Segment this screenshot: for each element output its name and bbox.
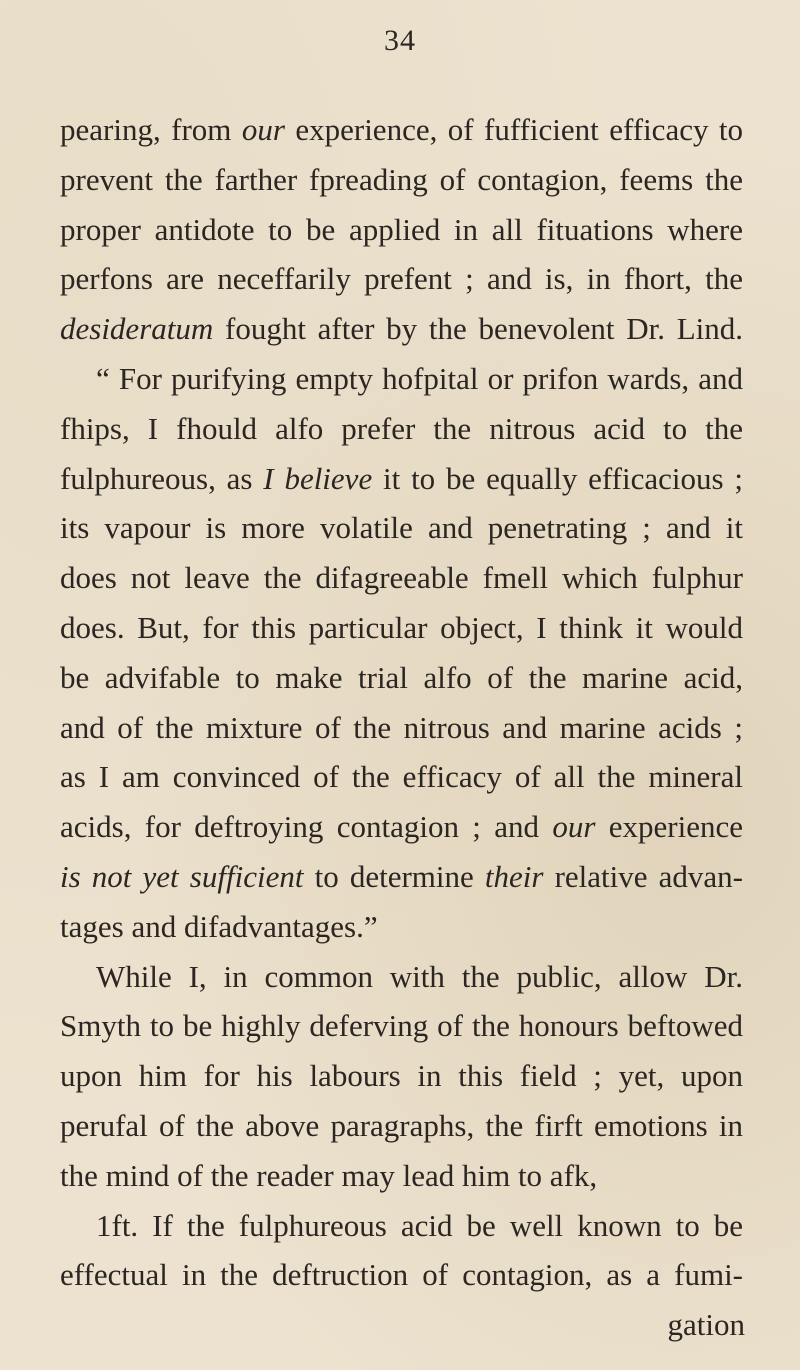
text-line: upon him for his labours in this field ; yet, upon — [60, 1058, 743, 1093]
text-line: fulphureous, as I believe it to be equally efficacious ; — [60, 461, 743, 496]
italic-text: our — [241, 112, 285, 147]
italic-text: desideratum — [60, 311, 214, 346]
text-line: tages and difadvantages.” — [60, 909, 378, 944]
text-line: effectual in the deftruction of contagion, as a fumi- — [60, 1257, 743, 1292]
text-line: proper antidote to be applied in all fituations where — [60, 212, 743, 247]
italic-text: their — [484, 859, 544, 894]
text-line: While I, in common with the public, allow Dr. — [96, 959, 743, 994]
text-line: “ For purifying empty hofpital or prifon wards, and — [96, 361, 743, 396]
text-line: 1ft. If the fulphureous acid be well known to be — [96, 1208, 743, 1243]
text-line: Smyth to be highly deferving of the honours beftowed — [60, 1008, 743, 1043]
text-line: pearing, from our experience, of fufficient efficacy to — [60, 112, 744, 147]
text-line: perufal of the above paragraphs, the firft emotions in — [60, 1108, 743, 1143]
text-line: and of the mixture of the nitrous and marine acids ; — [60, 710, 743, 745]
text-line: does not leave the difagreeable fmell which fulphur — [60, 560, 743, 595]
text-line: does. But, for this particular object, I think it would — [60, 610, 743, 645]
text-line: is not yet sufficient to determine their relative advan- — [60, 859, 743, 894]
text-line: the mind of the reader may lead him to afk, — [60, 1158, 598, 1193]
text-line: perfons are neceffarily prefent ; and is, in fhort, the — [60, 261, 743, 296]
text-line: its vapour is more volatile and penetrating ; and it — [60, 510, 743, 545]
text-line: fhips, I fhould alfo prefer the nitrous acid to the — [60, 411, 743, 446]
text-line: desideratum fought after by the benevolent Dr. Lind. — [60, 311, 743, 346]
text-line: as I am convinced of the efficacy of all the mineral — [60, 759, 743, 794]
page-number: 34 — [384, 24, 416, 57]
text-line: prevent the farther fpreading of contagion, feems the — [60, 162, 743, 197]
italic-text: is not yet sufficient — [60, 859, 304, 894]
italic-text: our — [552, 809, 596, 844]
text-line: be advifable to make trial alfo of the marine acid, — [60, 660, 743, 695]
italic-text: I believe — [263, 461, 373, 496]
text-line: acids, for deftroying contagion ; and our experience — [60, 809, 744, 844]
catchword: gation — [667, 1307, 745, 1342]
